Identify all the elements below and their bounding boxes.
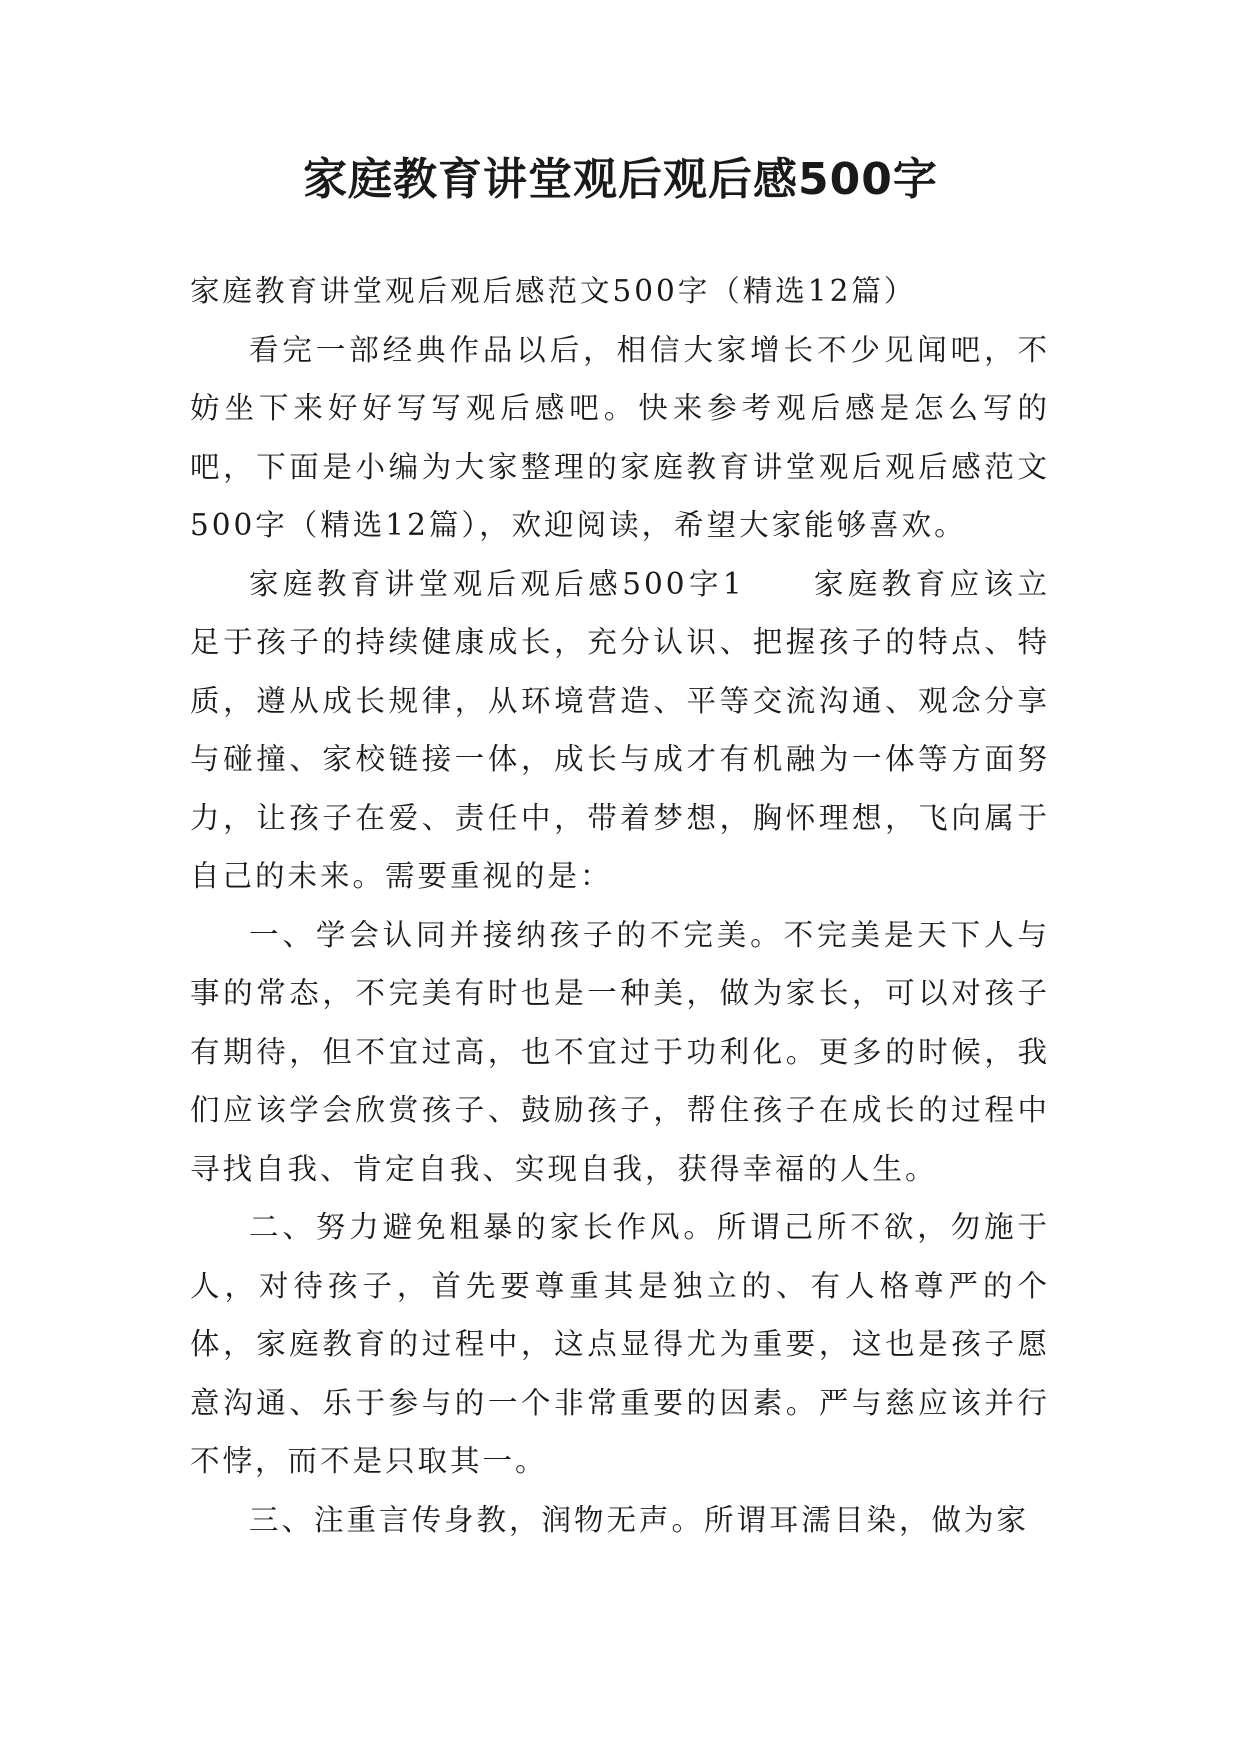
document-title: 家庭教育讲堂观后观后感500字 (303, 154, 938, 205)
paragraph-point-2: 二、努力避免粗暴的家长作风。所谓己所不欲，勿施于人，对待孩子，首先要尊重其是独立的、有人格尊严的个体，家庭教育的过程中，这点显得尤为重要，这也是孩子愿意沟通、乐于参与的一个非常重要的因素。严与慈应该并行不悖，而不是只取其一。 (190, 1210, 1050, 1478)
document-subtitle: 家庭教育讲堂观后观后感范文500字（精选12篇） (190, 274, 917, 308)
paragraph-point-1: 一、学会认同并接纳孩子的不完美。不完美是天下人与事的常态，不完美有时也是一种美，做为家长，可以对孩子有期待，但不宜过高，也不宜过于功利化。更多的时候，我们应该学会欣赏孩子、鼓励孩子，帮住孩子在成长的过程中寻找自我、肯定自我、实现自我，获得幸福的人生。 (190, 917, 1050, 1186)
paragraph-intro: 看完一部经典作品以后，相信大家增长不少见闻吧，不妨坐下来好好写写观后感吧。快来参考观后感是怎么写的吧，下面是小编为大家整理的家庭教育讲堂观后观后感范文500字（精选12篇），欢迎阅读，希望大家能够喜欢。 (190, 332, 1050, 542)
paragraph-point-3: 三、注重言传身教，润物无声。所谓耳濡目染，做为家 (249, 1502, 1030, 1537)
paragraph-essay-1: 家庭教育讲堂观后观后感500字1 家庭教育应该立足于孩子的持续健康成长，充分认识、把握孩子的特点、特质，遵从成长规律，从环境营造、平等交流沟通、观念分享与碰撞、家校链接一体，成长与成才有机融为一体等方面努力，让孩子在爱、责任中，带着梦想，胸怀理想，飞向属于自己的未来。需要重视的是： (190, 566, 1050, 893)
document-body (190, 262, 1050, 1549)
